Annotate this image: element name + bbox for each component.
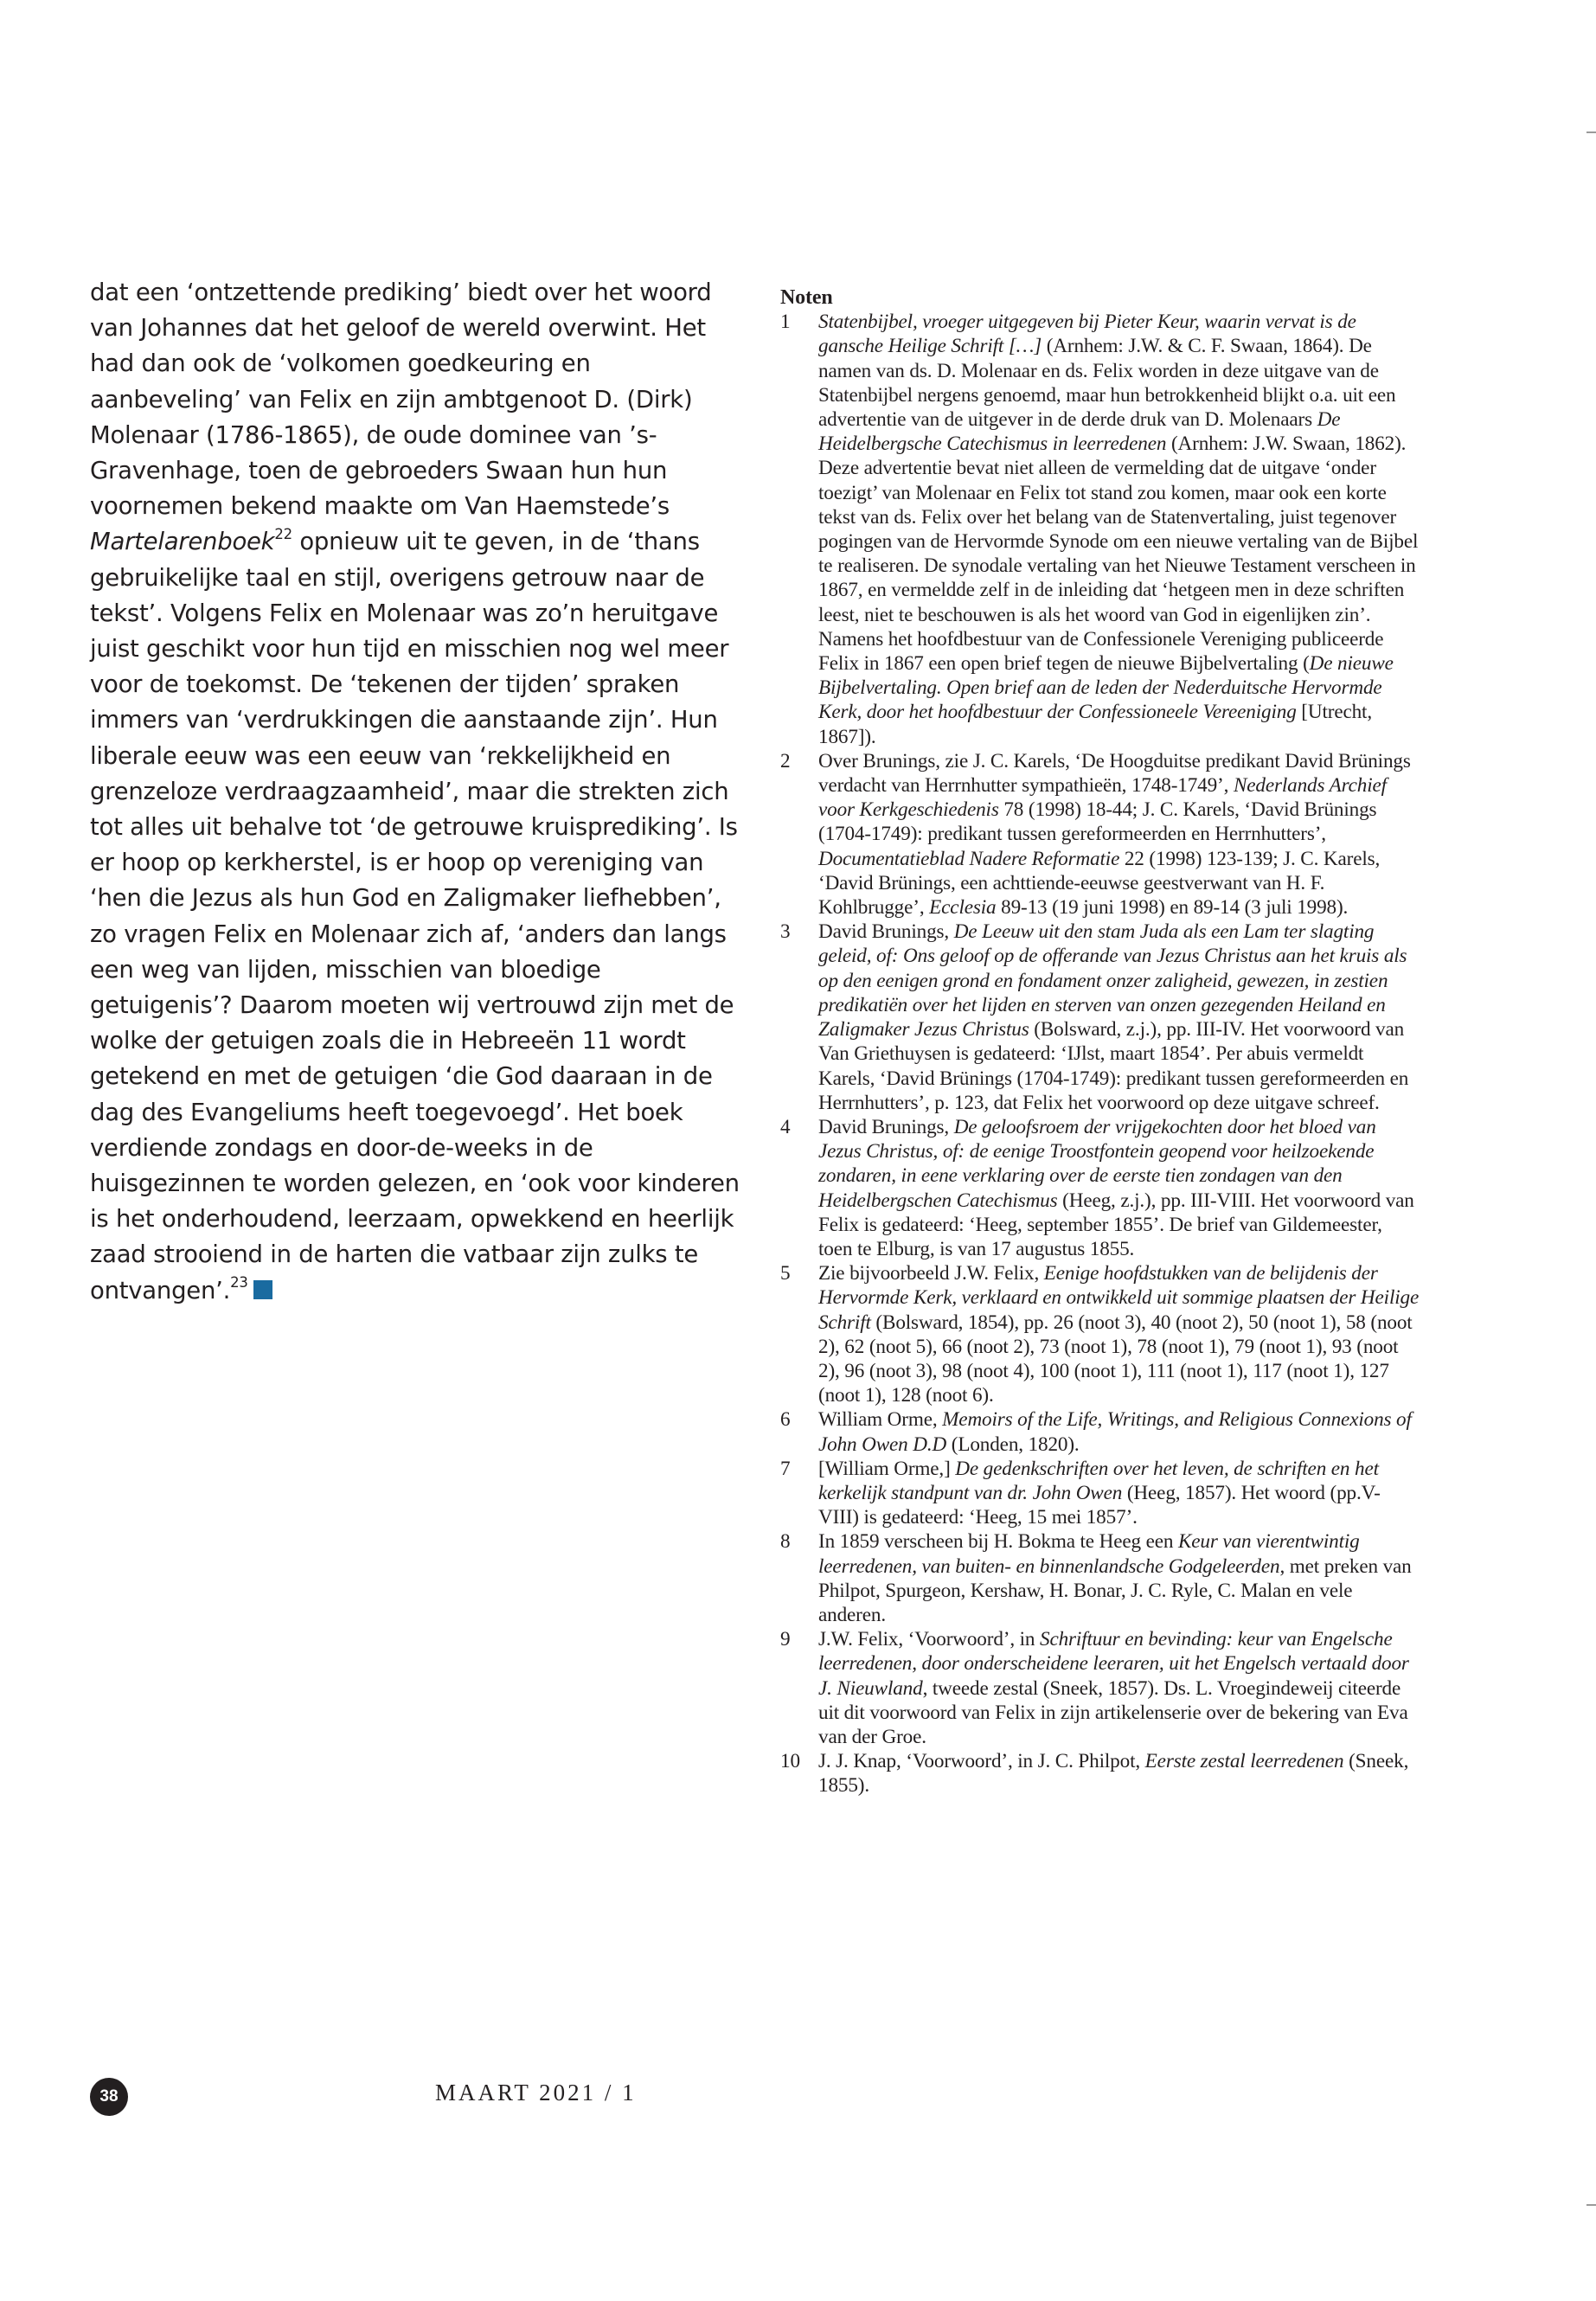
note-text: In 1859 verscheen bij H. Bokma te Heeg een Keur van vierentwintig leerredenen, van buiten- en binnenlandsche Godgeleerden, met preken van Philpot, Spurgeon, Kershaw, H. Bonar, J. C. Ryle, C. Malan en vele anderen. [818, 1530, 1412, 1626]
note-item [780, 1749, 1420, 1798]
note-item [780, 1457, 1420, 1530]
note-text: Statenbijbel, vroeger uitgegeven bij Pieter Keur, waarin vervat is de gansche Heilige Schrift […] (Arnhem: J.W. & C. F. Swaan, 1864). De namen van ds. D. Molenaar en ds. Felix worden in deze uitgave van de Statenbijbel nergens genoemd, maar hun betrokkenheid blijkt o.a. uit een advertentie van de uitgever in de derde druk van D. Molenaars De Heidelbergsche Catechismus in leerredenen (Arnhem: J.W. Swaan, 1862). Deze advertentie bevat niet alleen de vermelding dat de uitgave ‘onder toezigt’ van Molenaar en Felix tot stand zou komen, maar ook een korte tekst van ds. Felix over het belang van de Statenvertaling, juist tegenover pogingen van de Hervormde Synode om een nieuwe vertaling van de Bijbel te realiseren. De synodale vertaling van het Nieuwe Testament verscheen in 1867, en vermeldde zelf in de inleiding dat ‘hetgeen men in deze schriften leest, niet te beschouwen is als het woord van God in eigenlijken zin’. Namens het hoofdbestuur van de Confessionele Vereniging publiceerde Felix in 1867 een open brief tegen de nieuwe Bijbelvertaling (De nieuwe Bijbelvertaling. Open brief aan de leden der Nederduitsche Hervormde Kerk, door het hoofdbestuur der Confessioneele Vereeniging [Utrecht, 1867]). [818, 311, 1419, 748]
issue-label: MAART 2021 / 1 [435, 2080, 637, 2106]
footnote-ref[interactable]: 22 [274, 525, 292, 542]
main-text-column [90, 275, 747, 1309]
note-item [780, 1529, 1420, 1627]
body-text: opnieuw uit te geven, in de ‘thans gebruikelijke taal en stijl, overigens getrouw naar de tekst’. Volgens Felix en Molenaar was zo’n heruitgave juist geschikt voor hun tijd en misschien nog wel meer voor de toekomst. De ‘tekenen der tijden’ spraken immers van ‘verdrukkingen die aanstaande zijn’. Hun liberale eeuw was een eeuw van ‘rekkelijkheid en grenzeloze verdraagzaamheid’, maar die strekten zich tot alles uit behalve tot ‘de getrouwe kruisprediking’. Is er hoop op kerkherstel, is er hoop op vereniging van ‘hen die Jezus als hun God en Zaligmaker liefhebben’, zo vragen Felix en Molenaar zich af, ‘anders dan langs een weg van lijden, misschien van bloedige getuigenis’? Daarom moeten wij vertrouwd zijn met de wolke der getuigen zoals die in Hebreeën 11 wordt getekend en met de getuigen ‘die God daaraan in de dag des Evangeliums heeft toegevoegd’. Het boek verdiende zondags en door-de-weeks in de huisgezinnen te worden gelezen, en ‘ook voor kinderen is het onderhoudend, leerzaam, opwekkend en heerlijk zaad strooiend in de harten die vatbaar zijn zulks te ontvangen’. [90, 528, 740, 1304]
note-text: William Orme, Memoirs of the Life, Writings, and Religious Connexions of John Owen D.D (Londen, 1820). [818, 1408, 1412, 1456]
note-item [780, 1115, 1420, 1261]
crop-mark [1586, 2204, 1596, 2206]
note-text: David Brunings, De Leeuw uit den stam Juda als een Lam ter slagting geleid, of: Ons geloof op de offerande van Jezus Christus aan het kruis als op den eenigen grond en fondament onzer zaligheid, gewezen, in zestien predikatiën over het lijden en sterven van onzen gezegenden Heiland en Zaligmaker Jezus Christus (Bolsward, z.j.), pp. III-IV. Het voorwoord van Van Griethuysen is gedateerd: ‘IJlst, maart 1854’. Per abuis vermeldt Karels, ‘David Brünings (1704-1749): predikant tussen gereformeerden en Herrnhutters’, p. 123, dat Felix het voorwoord op deze uitgave schreef. [818, 920, 1409, 1114]
notes-list [780, 310, 1420, 1798]
note-text: David Brunings, De geloofsroem der vrijgekochten door het bloed van Jezus Christus, of: de eenige Troostfontein geopend voor heilzoekende zondaren, in eene verklaring over de eerste tien zondagen van den Heidelbergschen Catechismus (Heeg, z.j.), pp. III-VIII. Het voorwoord van Felix is gedateerd: ‘Heeg, september 1855’. De brief van Gildemeester, toen te Elburg, is van 17 augustus 1855. [818, 1115, 1414, 1260]
note-text: [William Orme,] De gedenkschriften over het leven, de schriften en het kerkelijk standpunt van dr. John Owen (Heeg, 1857). Het woord (pp.V-VIII) is gedateerd: ‘Heeg, 15 mei 1857’. [818, 1457, 1381, 1529]
note-item [780, 920, 1420, 1115]
note-number: 1 [780, 311, 791, 334]
note-item [780, 1261, 1420, 1407]
note-item [780, 1627, 1420, 1749]
note-number: 8 [780, 1530, 791, 1554]
body-paragraph [90, 275, 747, 1309]
note-number: 5 [780, 1262, 791, 1285]
crop-mark [1586, 131, 1596, 133]
note-number: 4 [780, 1115, 791, 1138]
notes-heading: Noten [780, 286, 833, 309]
notes-column [780, 285, 1420, 1798]
note-item [780, 310, 1420, 749]
book-title: Martelarenboek [90, 528, 275, 556]
note-text: Over Brunings, zie J. C. Karels, ‘De Hoogduitse predikant David Brünings verdacht van Herrnhutter sympathieën, 1748-1749’, Nederlands Archief voor Kerkgeschiedenis 78 (1998) 18-44; J. C. Karels, ‘David Brünings (1704-1749): predikant tussen gereformeerden en Herrnhutters’, Documentatieblad Nadere Reformatie 22 (1998) 123-139; J. C. Karels, ‘David Brünings, een achttiende-eeuwse geestverwant van H. F. Kohlbrugge’, Ecclesia 89-13 (19 juni 1998) en 89-14 (3 juli 1998). [818, 749, 1411, 920]
footnote-ref[interactable]: 23 [230, 1274, 248, 1292]
note-text: Zie bijvoorbeeld J.W. Felix, Eenige hoofdstukken van de belijdenis der Hervormde Kerk, verklaard en ontwikkeld uit sommige plaatsen der Heilige Schrift (Bolsward, 1854), pp. 26 (noot 3), 40 (noot 2), 50 (noot 1), 58 (noot 2), 62 (noot 5), 66 (noot 2), 73 (noot 1), 78 (noot 1), 79 (noot 1), 93 (noot 2), 96 (noot 3), 98 (noot 4), 100 (noot 1), 111 (noot 1), 117 (noot 1), 127 (noot 1), 128 (noot 6). [818, 1262, 1420, 1407]
note-number: 3 [780, 920, 791, 944]
body-text: dat een ‘ontzettende prediking’ biedt over het woord van Johannes dat het geloof de wereld overwint. Het had dan ook de ‘volkomen goedkeuring en aanbeveling’ van Felix en zijn ambtgenoot D. (Dirk) Molenaar (1786-1865), de oude dominee van ’s-Gravenhage, toen de gebroeders Swaan hun hun voornemen bekend maakte om Van Haemstede’s [90, 279, 712, 521]
note-text: J.W. Felix, ‘Voorwoord’, in Schriftuur en bevinding: keur van Engelsche leerredenen, door onderscheidene leeraren, uit het Engelsch vertaald door J. Nieuwland, tweede zestal (Sneek, 1857). Ds. L. Vroegindeweij citeerde uit dit voorwoord van Felix in zijn artikelenserie over de bekering van Eva van der Groe. [818, 1628, 1409, 1748]
note-text: J. J. Knap, ‘Voorwoord’, in J. C. Philpot, Eerste zestal leerredenen (Sneek, 1855). [818, 1750, 1409, 1798]
end-of-article-icon [253, 1280, 272, 1299]
note-number: 6 [780, 1408, 791, 1432]
note-number: 9 [780, 1628, 791, 1651]
note-item [780, 749, 1420, 920]
note-number: 10 [780, 1750, 800, 1773]
note-item [780, 1407, 1420, 1456]
note-number: 2 [780, 749, 791, 772]
page-number-badge: 38 [90, 2078, 128, 2116]
note-number: 7 [780, 1457, 791, 1480]
